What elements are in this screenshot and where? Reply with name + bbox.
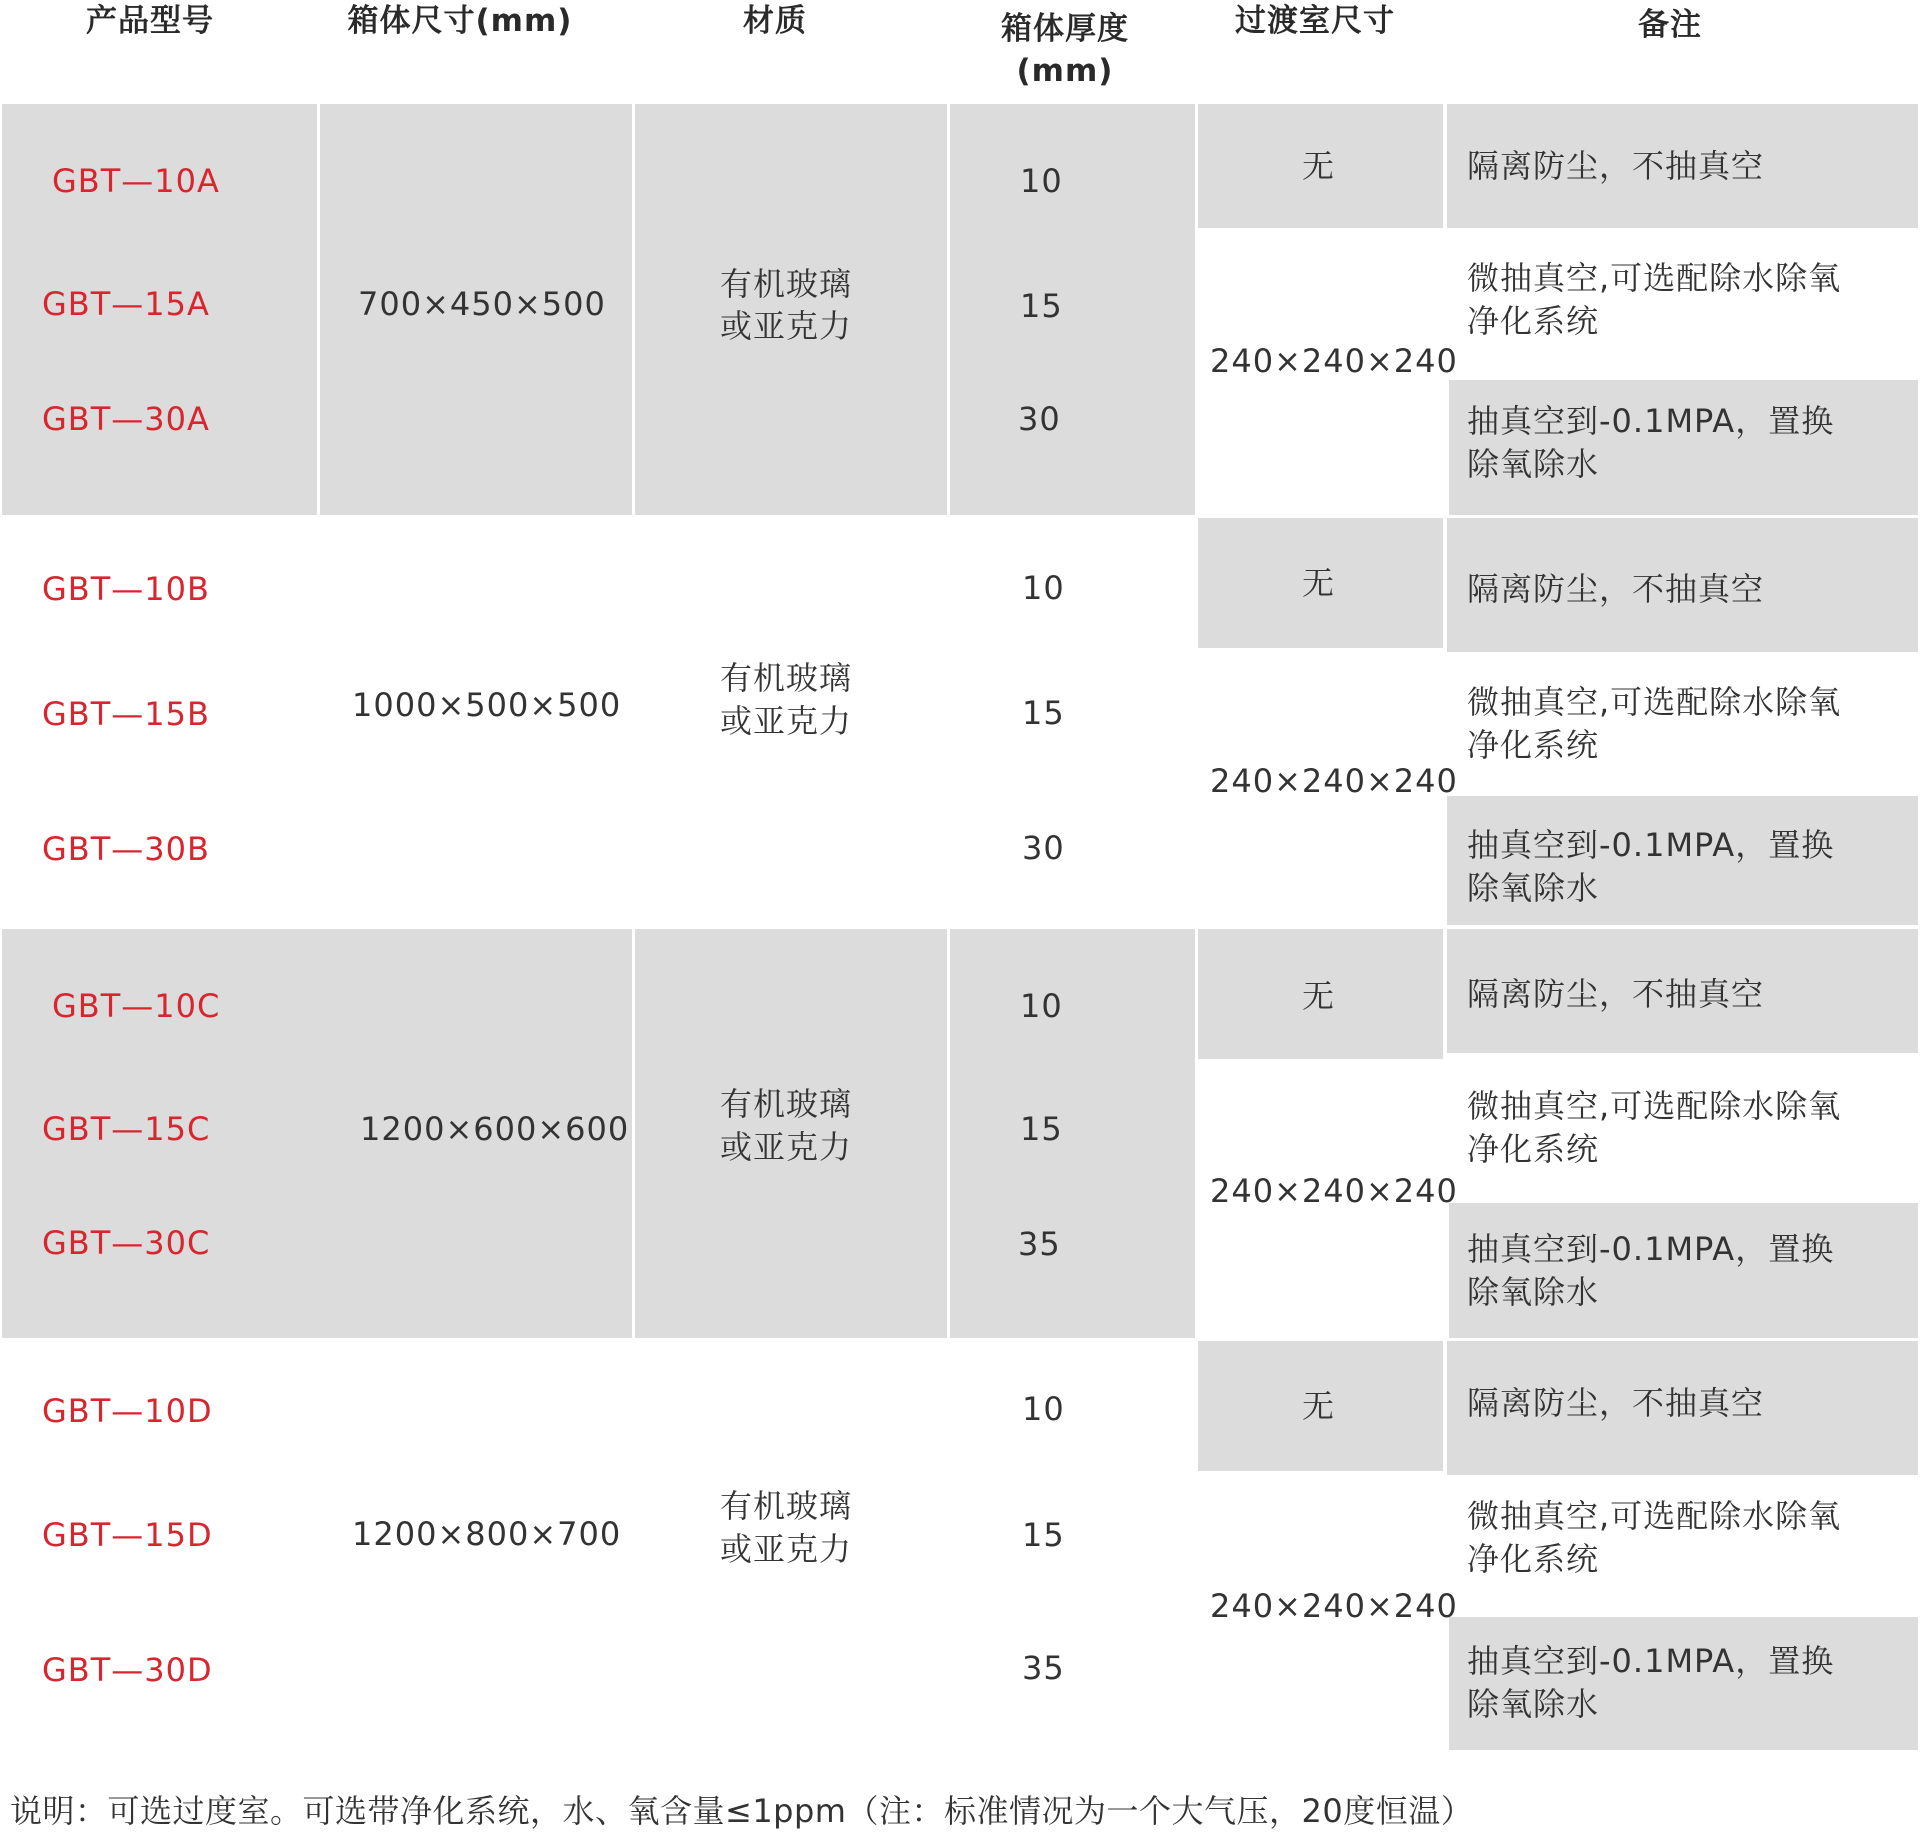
box-size-b: 1000×500×500 bbox=[352, 686, 622, 724]
thickness-15b: 15 bbox=[1022, 694, 1065, 732]
model-gbt-30d: GBT—30D bbox=[42, 1651, 213, 1689]
model-gbt-30c: GBT—30C bbox=[42, 1224, 211, 1262]
remark-15d-line1: 微抽真空,可选配除水除氧 bbox=[1467, 1497, 1842, 1535]
remark-30c-line2: 除氧除水 bbox=[1467, 1273, 1600, 1311]
remark-15d-line2: 净化系统 bbox=[1467, 1540, 1600, 1578]
thickness-15a: 15 bbox=[1020, 287, 1063, 325]
model-gbt-30a: GBT—30A bbox=[42, 400, 210, 438]
remark-30b-line2: 除氧除水 bbox=[1467, 869, 1600, 907]
material-c-line2: 或亚克力 bbox=[720, 1128, 853, 1166]
model-gbt-15a: GBT—15A bbox=[42, 285, 210, 323]
thickness-10a: 10 bbox=[1020, 162, 1063, 200]
model-gbt-10d: GBT—10D bbox=[42, 1392, 213, 1430]
thickness-10c: 10 bbox=[1020, 987, 1063, 1025]
model-gbt-15c: GBT—15C bbox=[42, 1110, 211, 1148]
remark-10a: 隔离防尘，不抽真空 bbox=[1467, 147, 1765, 185]
remark-10b: 隔离防尘，不抽真空 bbox=[1467, 570, 1765, 608]
remark-30a-line2: 除氧除水 bbox=[1467, 445, 1600, 483]
footnote: 说明：可选过度室。可选带净化系统，水、氧含量≤1ppm（注：标准情况为一个大气压，20度恒温） bbox=[10, 1792, 1474, 1830]
model-gbt-10a: GBT—10A bbox=[52, 162, 220, 200]
header-chamber: 过渡室尺寸 bbox=[1235, 3, 1395, 39]
material-c-line1: 有机玻璃 bbox=[720, 1085, 853, 1123]
material-b-line1: 有机玻璃 bbox=[720, 659, 853, 697]
box-size-d: 1200×800×700 bbox=[352, 1515, 622, 1553]
remark-15a-line1: 微抽真空,可选配除水除氧 bbox=[1467, 259, 1842, 297]
remark-10c: 隔离防尘，不抽真空 bbox=[1467, 975, 1765, 1013]
remark-30c-line1: 抽真空到-0.1MPA，置换 bbox=[1467, 1230, 1835, 1268]
thickness-30b: 30 bbox=[1022, 829, 1065, 867]
header-thickness: 箱体厚度 (mm) bbox=[1001, 11, 1129, 89]
remark-15c-line1: 微抽真空,可选配除水除氧 bbox=[1467, 1087, 1842, 1125]
header-size: 箱体尺寸(mm) bbox=[347, 3, 573, 39]
material-b-line2: 或亚克力 bbox=[720, 702, 853, 740]
header-remark: 备注 bbox=[1638, 7, 1702, 43]
remark-30a-line1: 抽真空到-0.1MPA，置换 bbox=[1467, 402, 1835, 440]
material-a-line1: 有机玻璃 bbox=[720, 265, 853, 303]
model-gbt-10c: GBT—10C bbox=[52, 987, 221, 1025]
group-a-col4-bg bbox=[950, 104, 1195, 515]
box-size-c: 1200×600×600 bbox=[360, 1110, 630, 1148]
model-gbt-15d: GBT—15D bbox=[42, 1516, 213, 1554]
remark-30b-line1: 抽真空到-0.1MPA，置换 bbox=[1467, 826, 1835, 864]
thickness-15d: 15 bbox=[1022, 1516, 1065, 1554]
remark-30d-line1: 抽真空到-0.1MPA，置换 bbox=[1467, 1642, 1835, 1680]
material-d-line2: 或亚克力 bbox=[720, 1530, 853, 1568]
chamber-none-c: 无 bbox=[1302, 977, 1336, 1015]
remark-30d-line2: 除氧除水 bbox=[1467, 1685, 1600, 1723]
thickness-10d: 10 bbox=[1022, 1390, 1065, 1428]
chamber-none-b: 无 bbox=[1302, 564, 1336, 602]
chamber-none-d: 无 bbox=[1302, 1387, 1336, 1425]
thickness-15c: 15 bbox=[1020, 1110, 1063, 1148]
remark-10d: 隔离防尘，不抽真空 bbox=[1467, 1384, 1765, 1422]
material-d-line1: 有机玻璃 bbox=[720, 1487, 853, 1525]
remark-15b-line1: 微抽真空,可选配除水除氧 bbox=[1467, 683, 1842, 721]
header-model: 产品型号 bbox=[86, 3, 214, 39]
remark-15b-line2: 净化系统 bbox=[1467, 726, 1600, 764]
chamber-size-a: 240×240×240 bbox=[1210, 342, 1458, 380]
thickness-30c: 35 bbox=[1018, 1225, 1061, 1263]
chamber-none-a: 无 bbox=[1302, 147, 1336, 185]
thickness-30d: 35 bbox=[1022, 1649, 1065, 1687]
chamber-size-d: 240×240×240 bbox=[1210, 1587, 1458, 1625]
header-material: 材质 bbox=[743, 3, 807, 39]
remark-15c-line2: 净化系统 bbox=[1467, 1130, 1600, 1168]
box-size-a: 700×450×500 bbox=[358, 285, 606, 323]
chamber-size-b: 240×240×240 bbox=[1210, 762, 1458, 800]
model-gbt-15b: GBT—15B bbox=[42, 695, 210, 733]
material-a-line2: 或亚克力 bbox=[720, 307, 853, 345]
group-c-col4-bg bbox=[950, 929, 1195, 1338]
model-gbt-10b: GBT—10B bbox=[42, 570, 210, 608]
thickness-10b: 10 bbox=[1022, 569, 1065, 607]
remark-15a-line2: 净化系统 bbox=[1467, 302, 1600, 340]
model-gbt-30b: GBT—30B bbox=[42, 830, 210, 868]
chamber-size-c: 240×240×240 bbox=[1210, 1172, 1458, 1210]
thickness-30a: 30 bbox=[1018, 400, 1061, 438]
